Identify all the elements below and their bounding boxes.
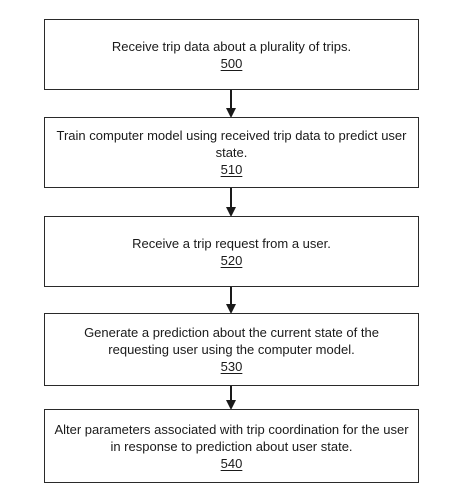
step-520-text: Receive a trip request from a user.	[132, 235, 331, 251]
step-500-ref: 500	[220, 55, 243, 71]
step-500-box	[44, 19, 419, 90]
step-530-text: Generate a prediction about the current state of the requesting user using the computer model.	[84, 325, 379, 357]
step-530-ref: 530	[220, 359, 243, 374]
step-540-box	[44, 409, 419, 483]
step-520-ref: 520	[220, 252, 243, 268]
step-520-box	[44, 216, 419, 287]
step-530-box	[44, 313, 419, 386]
step-510-ref: 510	[220, 162, 243, 177]
step-500-text: Receive trip data about a plurality of trips.	[111, 38, 352, 54]
step-540-ref: 540	[220, 455, 243, 471]
step-510-text: Train computer model using received trip data to predict user state.	[56, 128, 407, 160]
step-510-box	[44, 117, 419, 188]
step-540-text: Alter parameters associated with trip coordination for the user in response to prediction about user state.	[54, 421, 409, 454]
